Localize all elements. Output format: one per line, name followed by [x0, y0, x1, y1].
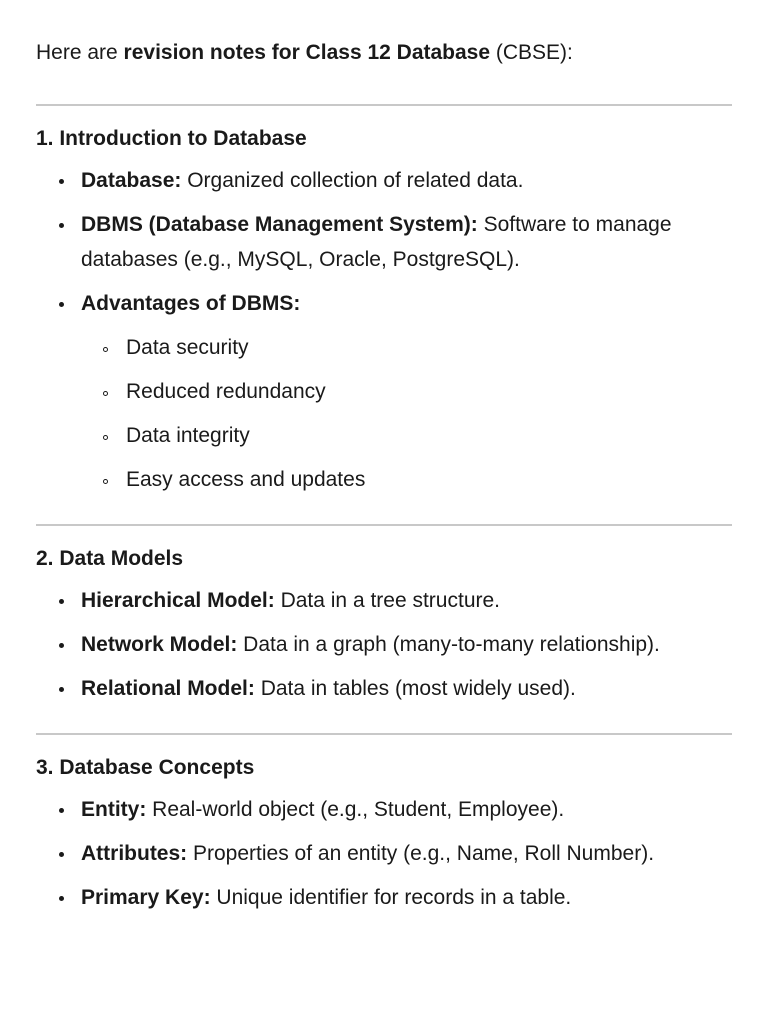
list-item [36, 163, 732, 198]
bullet-list [36, 792, 732, 915]
bullet-dot-icon [59, 643, 64, 648]
bullet-circle-icon [103, 347, 108, 352]
item-term: Advantages of DBMS: [81, 292, 301, 315]
bullet-list [36, 163, 732, 497]
item-text: Data in a tree structure. [274, 589, 501, 612]
sub-item-text: Reduced redundancy [126, 380, 326, 403]
bullet-circle-icon [103, 435, 108, 440]
bullet-dot-icon [59, 687, 64, 692]
sub-list-item [81, 418, 732, 453]
divider [36, 524, 732, 526]
bullet-dot-icon [59, 852, 64, 857]
list-item [36, 207, 732, 277]
item-text: Data in a graph (many-to-many relationship). [237, 633, 660, 656]
item-term: Attributes: [81, 842, 188, 865]
bullet-dot-icon [59, 302, 64, 307]
item-term: DBMS (Database Management System): [81, 213, 478, 236]
item-text: Unique identifier for records in a table. [210, 886, 572, 909]
item-text: Properties of an entity (e.g., Name, Roll Number). [187, 842, 655, 865]
divider [36, 104, 732, 106]
item-term: Primary Key: [81, 886, 211, 909]
section-heading: 2. Data Models [36, 547, 184, 570]
section-heading: 3. Database Concepts [36, 756, 255, 779]
list-item [36, 583, 732, 618]
sub-item-text: Easy access and updates [126, 468, 366, 491]
list-item [36, 880, 732, 915]
sub-list-item [81, 374, 732, 409]
intro-prefix: Here are [36, 41, 124, 64]
bullet-dot-icon [59, 896, 64, 901]
list-item [36, 671, 732, 706]
bullet-circle-icon [103, 479, 108, 484]
bullet-dot-icon [59, 223, 64, 228]
divider [36, 733, 732, 735]
sub-item-text: Data security [126, 336, 249, 359]
sub-list-item [81, 462, 732, 497]
item-text: Organized collection of related data. [181, 169, 524, 192]
list-item [36, 627, 732, 662]
bullet-dot-icon [59, 179, 64, 184]
section-heading: 1. Introduction to Database [36, 127, 307, 150]
section-data-models [36, 544, 732, 706]
sub-list [81, 330, 732, 497]
item-text: Data in tables (most widely used). [254, 677, 576, 700]
bullet-dot-icon [59, 599, 64, 604]
item-text: Software to manage databases (e.g., MySQL, Oracle, PostgreSQL). [81, 213, 672, 271]
intro-bold: revision notes for Class 12 Database [123, 41, 491, 64]
bullet-circle-icon [103, 391, 108, 396]
item-term: Network Model: [81, 633, 238, 656]
item-term: Hierarchical Model: [81, 589, 275, 612]
list-item [36, 792, 732, 827]
sub-list-item [81, 330, 732, 365]
section-introduction [36, 124, 732, 497]
item-term: Relational Model: [81, 677, 255, 700]
intro-paragraph [36, 34, 732, 72]
list-item [36, 836, 732, 871]
bullet-list [36, 583, 732, 706]
sub-item-text: Data integrity [126, 424, 250, 447]
item-term: Database: [81, 169, 182, 192]
item-term: Entity: [81, 798, 147, 821]
item-text: Real-world object (e.g., Student, Employee). [146, 798, 565, 821]
bullet-dot-icon [59, 808, 64, 813]
list-item [36, 286, 732, 497]
section-database-concepts [36, 753, 732, 915]
intro-suffix: (CBSE): [490, 41, 573, 64]
